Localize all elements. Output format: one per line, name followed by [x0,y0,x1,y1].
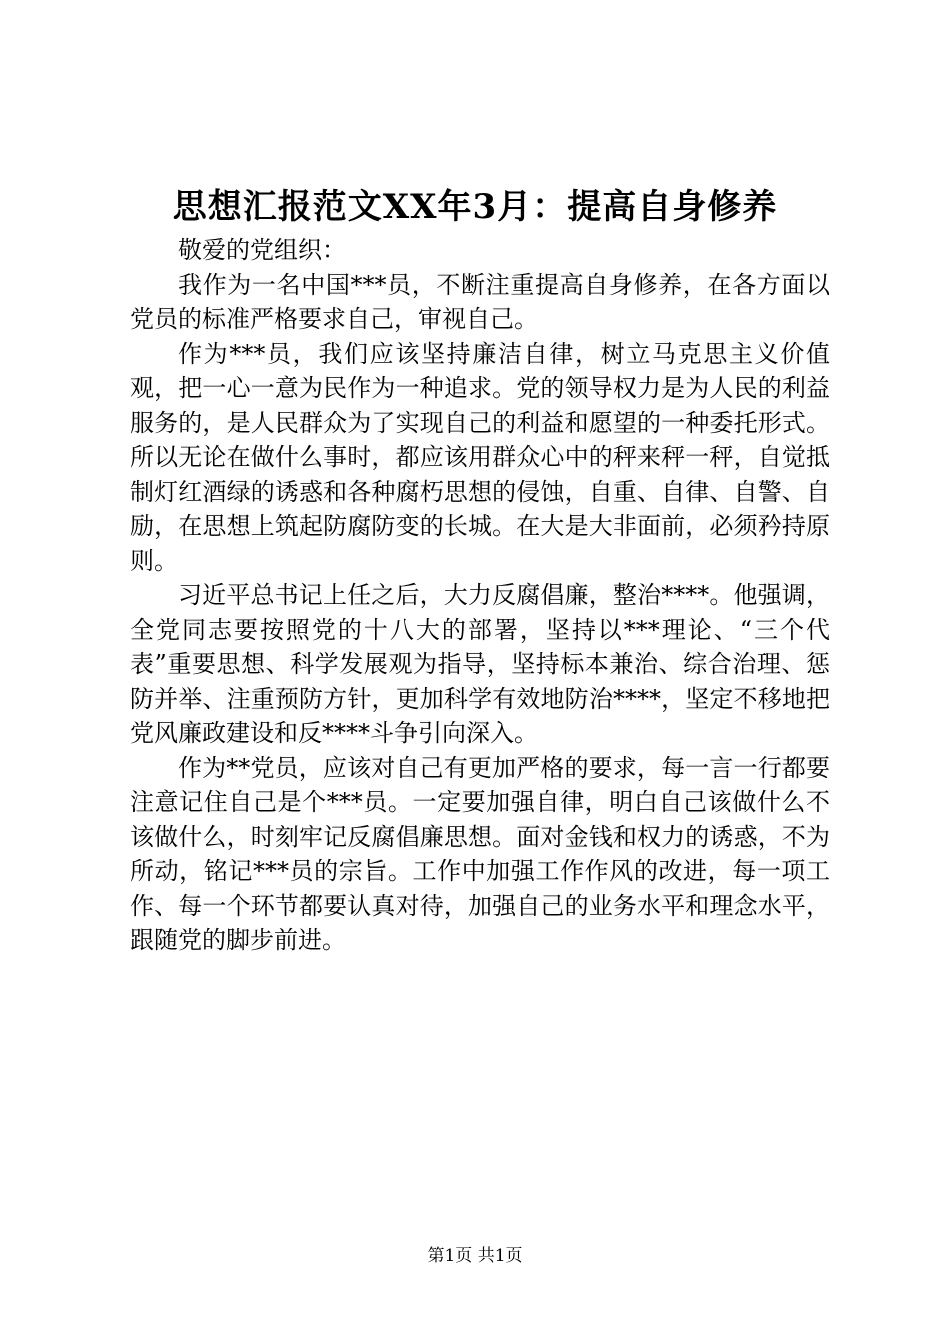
document-body [130,233,830,958]
paragraph-4: 作为**党员，应该对自己有更加严格的要求，每一言一行都要注意记住自己是个***员。一定要加强自律，明白自己该做什么不该做什么，时刻牢记反腐倡廉思想。面对金钱和权力的诱惑，不为所动，铭记***员的宗旨。工作中加强工作作风的改进，每一项工作、每一个环节都要认真对待，加强自己的业务水平和理念水平，跟随党的脚步前进。 [130,753,830,954]
paragraph-1: 我作为一名中国***员，不断注重提高自身修养，在各方面以党员的标准严格要求自己，审视自己。 [130,270,830,333]
paragraph-3: 习近平总书记上任之后，大力反腐倡廉，整治****。他强调，全党同志要按照党的十八大的部署，坚持以***理论、“三个代表”重要思想、科学发展观为指导，坚持标本兼治、综合治理、惩防并举、注重预防方针，更加科学有效地防治****，坚定不移地把党风廉政建设和反****斗争引向深入。 [130,581,830,747]
salutation: 敬爱的党组织： [178,236,346,264]
paragraph-2: 作为***员，我们应该坚持廉洁自律，树立马克思主义价值观，把一心一意为民作为一种追求。党的领导权力是为人民的利益服务的，是人民群众为了实现自己的利益和愿望的一种委托形式。所以无论在做什么事时，都应该用群众心中的秤来秤一秤，自觉抵制灯红酒绿的诱惑和各种腐朽思想的侵蚀，自重、自律、自警、自励，在思想上筑起防腐防变的长城。在大是大非面前，必须矜持原则。 [130,339,830,575]
document-title: 思想汇报范文XX年3月：提高自身修养 [172,187,778,227]
page-footer: 第1页 共1页 [427,1246,523,1266]
